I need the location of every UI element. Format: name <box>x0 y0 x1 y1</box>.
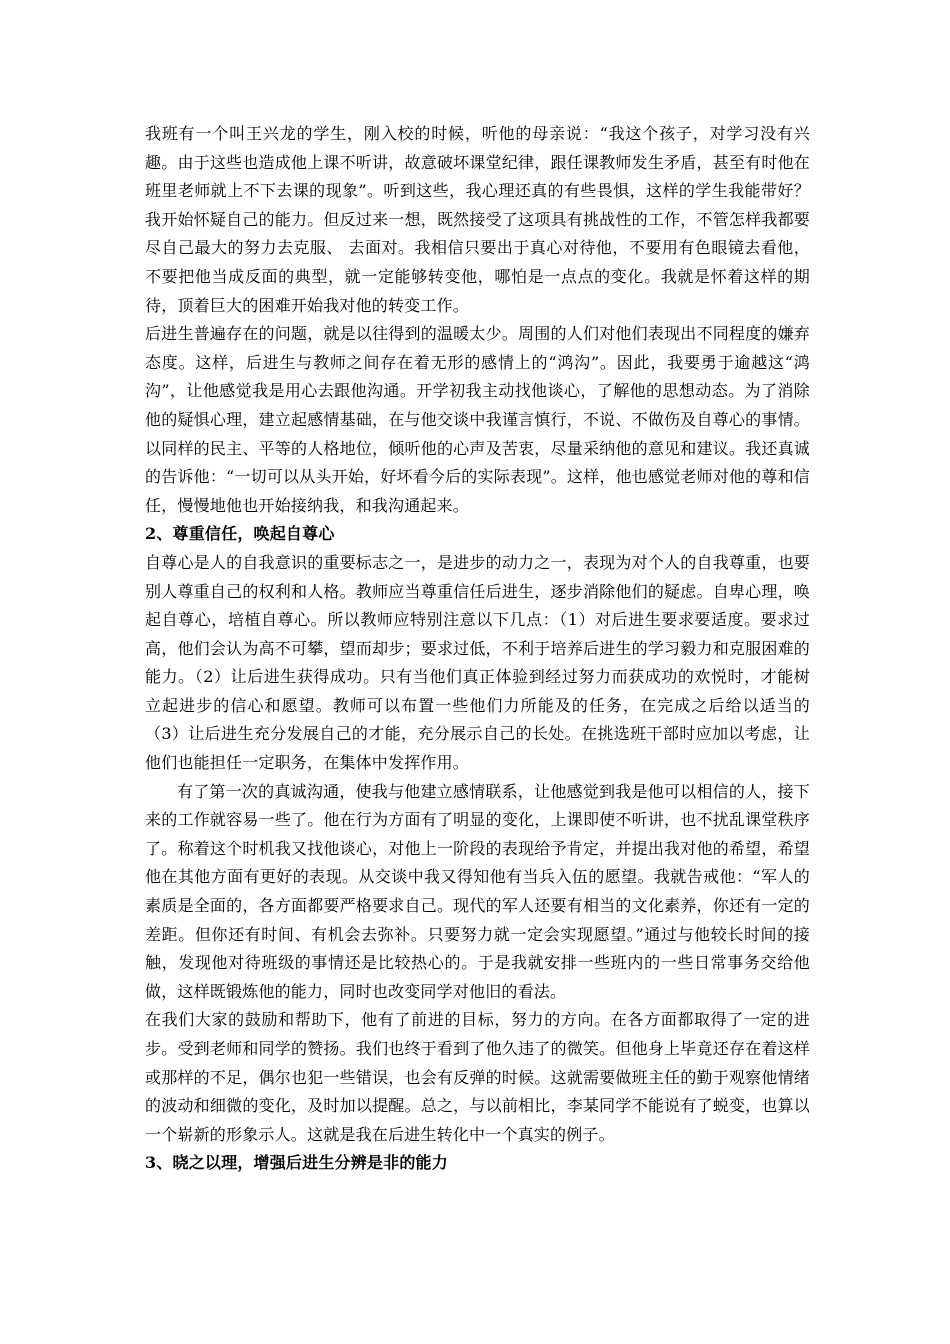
paragraph-self-esteem: 自尊心是人的自我意识的重要标志之一，是进步的动力之一，表现为对个人的自我尊重，也要别人尊重自己的权利和人格。教师应当尊重信任后进生，逐步消除他们的疑虑。自卑心理，唤起自尊心，培植自尊心。所以教师应特别注意以下几点：（1）对后进生要求要适度。要求过高，他们会认为高不可攀，望而却步；要求过低，不利于培养后进生的学习毅力和克服困难的能力。（2）让后进生获得成功。只有当他们真正体验到经过努力而获成功的欢悦时，才能树立起进步的信心和愿望。教师可以布置一些他们力所能及的任务，在完成之后给以适当的（3）让后进生充分发展自己的才能，充分展示自己的长处。在挑选班干部时应加以考虑，让他们也能担任一定职务，在集体中发挥作用。 <box>145 552 810 773</box>
section-heading-respect-trust: 2、尊重信任，唤起自尊心 <box>145 524 335 544</box>
document-body <box>145 120 810 1178</box>
paragraph-progress: 在我们大家的鼓励和帮助下，他有了前进的目标，努力的方向。在各方面都取得了一定的进步。受到老师和同学的赞扬。我们也终于看到了他久违了的微笑。但他身上毕竟还存在着这样或那样的不足，偶尔也犯一些错误，也会有反弹的时候。这就需要做班主任的勤于观察他情绪的波动和细微的变化，及时加以提醒。总之，与以前相比，李某同学不能说有了蜕变，也算以一个崭新的形象示人。这就是我在后进生转化中一个真实的例子。 <box>145 1010 810 1144</box>
paragraph-wang-xinglong-intro: 我班有一个叫王兴龙的学生，刚入校的时候，听他的母亲说：“我这个孩子，对学习没有兴趣。由于这些也造成他上课不听讲，故意破坏课堂纪律，跟任课教师发生矛盾，甚至有时他在班里老师就上不下去课的现象”。听到这些，我心理还真的有些畏惧，这样的学生我能带好？我开始怀疑自己的能力。但反过来一想，既然接受了这项具有挑战性的工作，不管怎样我都要尽自己最大的努力去克服、 去面对。我相信只要出于真心对待他，不要用有色眼镜去看他，不要把他当成反面的典型，就一定能够转变他，哪怕是一点点的变化。我就是怀着这样的期待，顶着巨大的困难开始我对他的转变工作。 <box>145 124 810 315</box>
section-heading-reasoning: 3、晓之以理，增强后进生分辨是非的能力 <box>145 1153 448 1173</box>
paragraph-first-communication: 有了第一次的真诚沟通，使我与他建立感情联系，让他感觉到我是他可以相信的人，接下来的工作就容易一些了。他在行为方面有了明显的变化，上课即使不听讲，也不扰乱课堂秩序了。称着这个时机我又找他谈心，对他上一阶段的表现给予肯定，并提出我对他的希望，希望他在其他方面有更好的表现。从交谈中我又得知他有当兵入伍的愿望。我就告戒他：“军人的素质是全面的，各方面都要严格要求自己。现代的军人还要有相当的文化素养，你还有一定的差距。但你还有时间、有机会去弥补。只要努力就一定会实现愿望。”通过与他较长时间的接触，发现他对待班级的事情还是比较热心的。于是我就安排一些班内的一些日常事务交给他做，这样既锻炼他的能力，同时也改变同学对他旧的看法。 <box>145 781 810 1001</box>
paragraph-warmth-gap: 后进生普遍存在的问题，就是以往得到的温暖太少。周围的人们对他们表现出不同程度的嫌弃态度。这样，后进生与教师之间存在着无形的感情上的“鸿沟”。因此，我要勇于逾越这“鸿沟”，让他感觉我是用心去跟他沟通。开学初我主动找他谈心，了解他的思想动态。为了消除他的疑惧心理，建立起感情基础，在与他交谈中我谨言慎行，不说、不做伤及自尊心的事情。以同样的民主、平等的人格地位，倾听他的心声及苦衷，尽量采纳他的意见和建议。我还真诚的告诉他：“一切可以从头开始，好坏看今后的实际表现”。这样，他也感觉老师对他的尊和信任，慢慢地他也开始接纳我，和我沟通起来。 <box>145 324 810 515</box>
